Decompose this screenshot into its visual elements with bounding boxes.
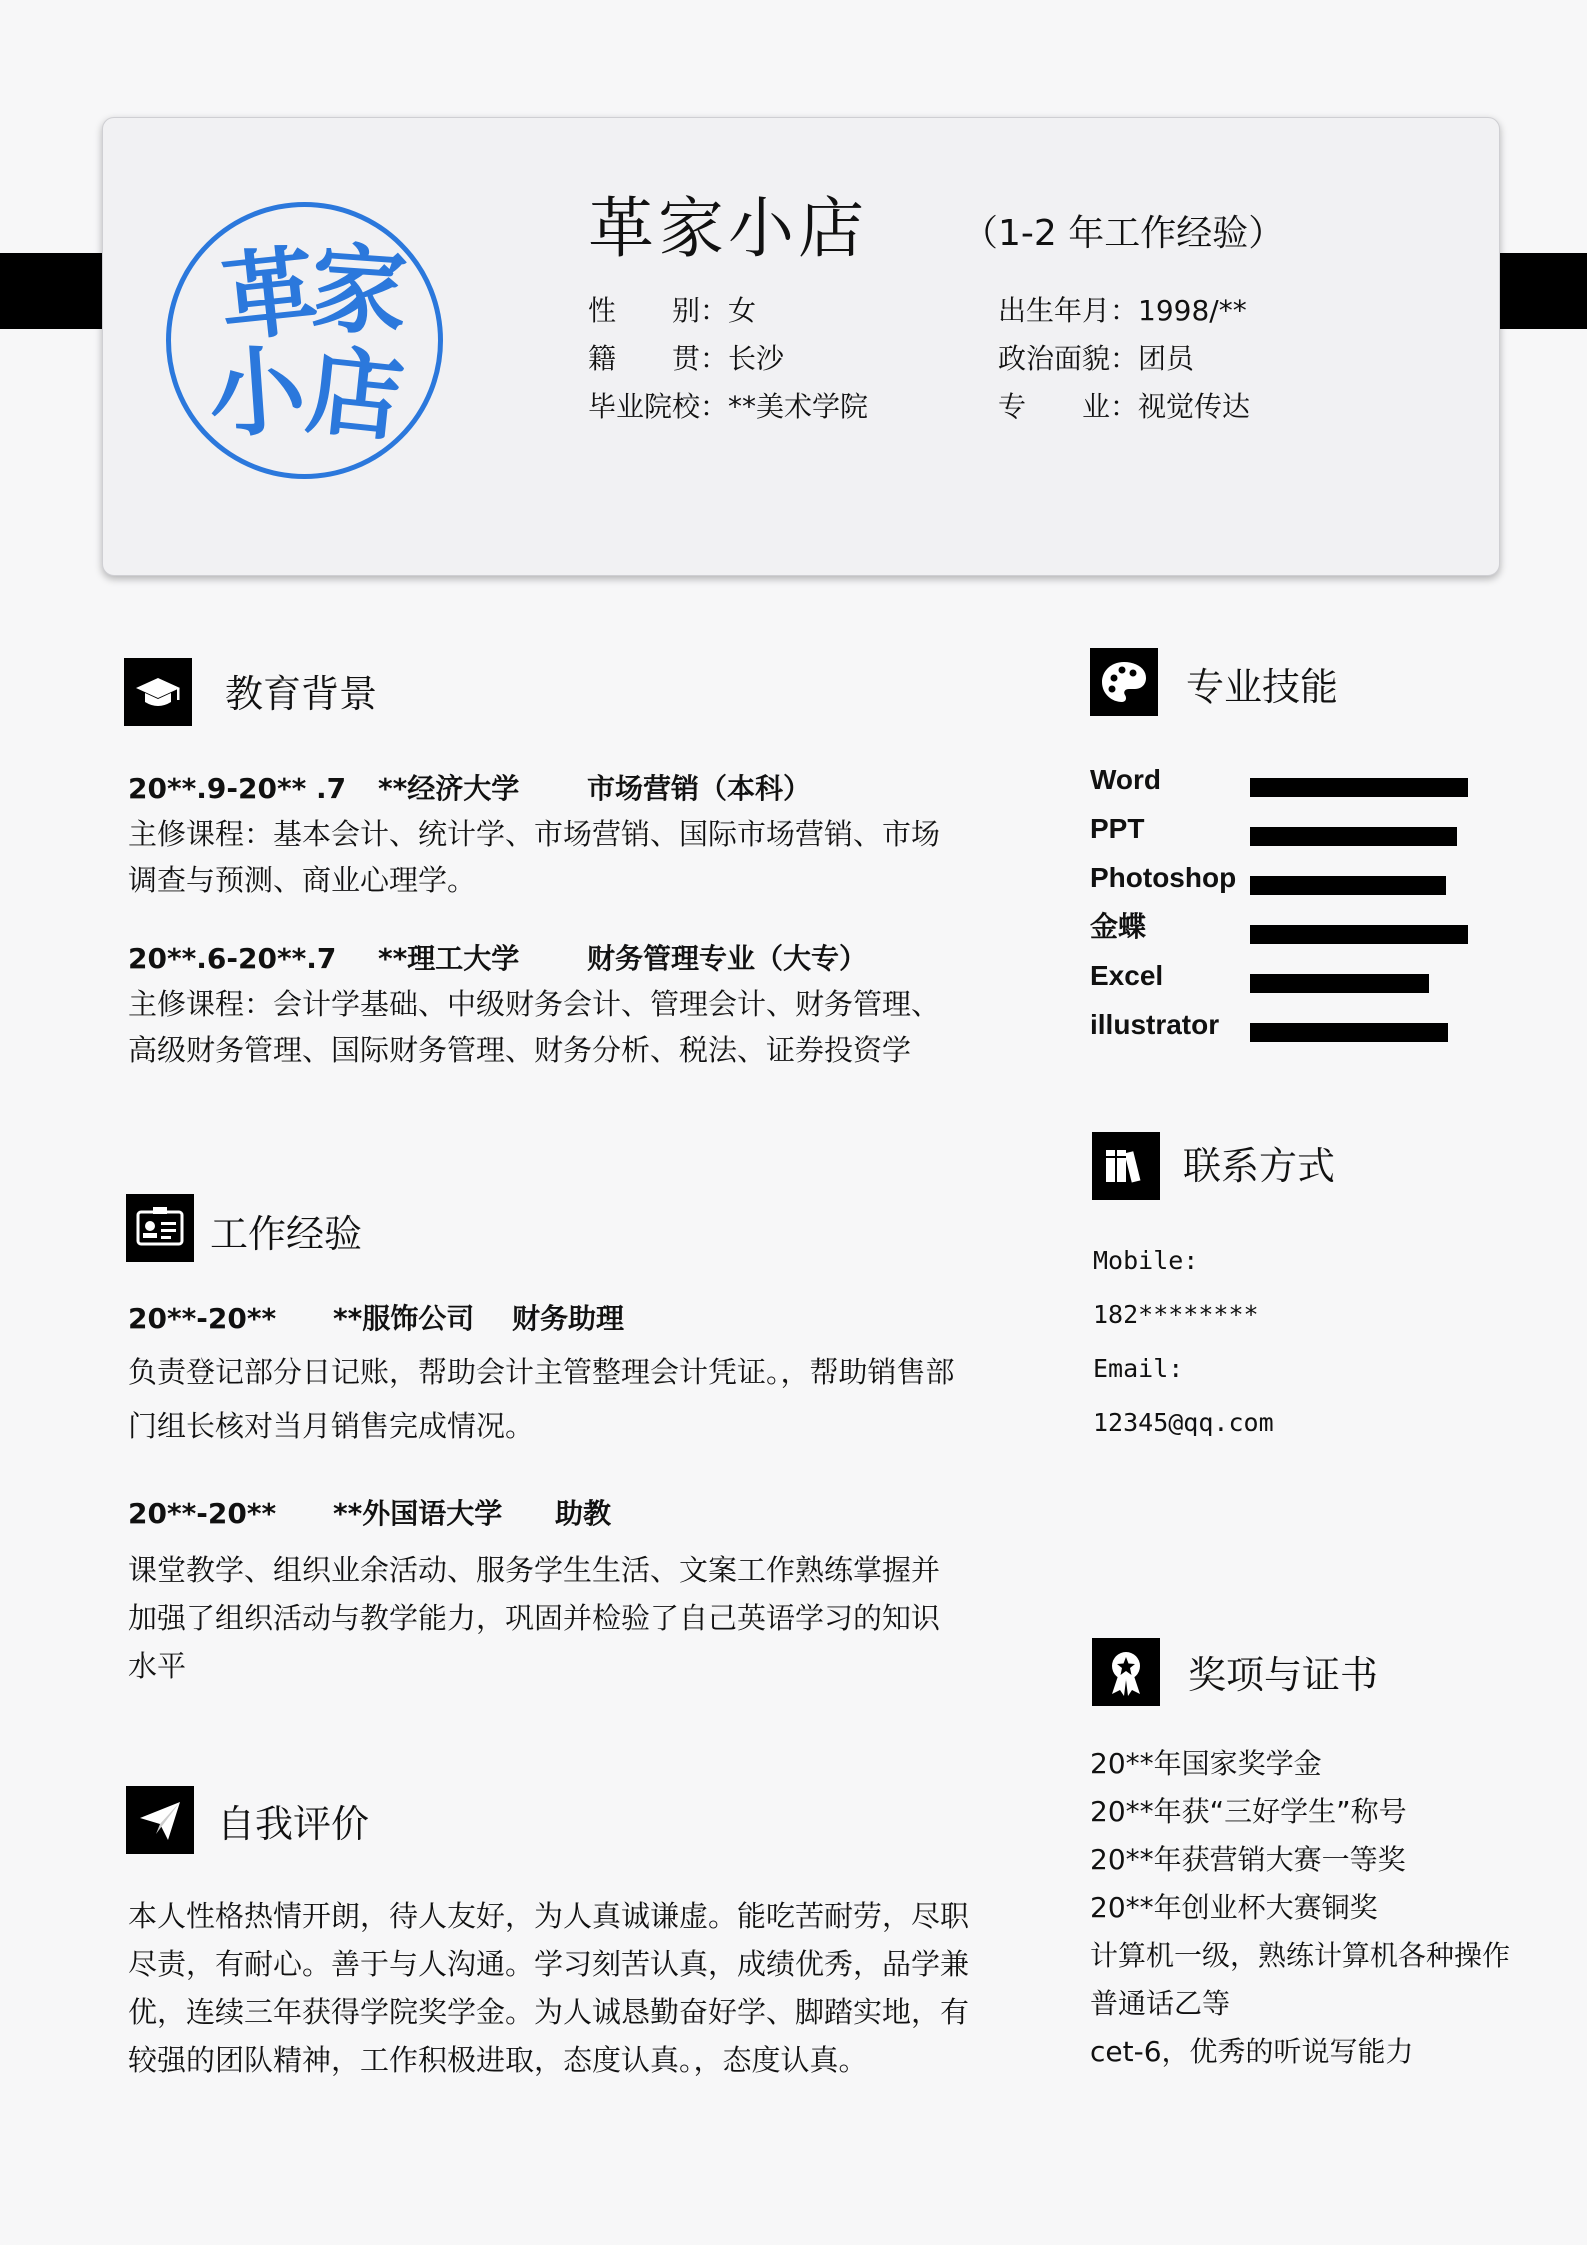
award-item: 20**年获营销大赛一等奖 [1090,1843,1406,1876]
edu-desc-line: 主修课程：基本会计、统计学、市场营销、国际市场营销、市场 [128,817,941,851]
info-label: 籍 贯 [588,342,701,375]
work-date: 20**-20** [128,1497,277,1530]
work-company: **服饰公司 [333,1302,475,1335]
skill-level-bar [1250,876,1446,895]
awards-title: 奖项与证书 [1188,1653,1379,1697]
info-value: 团员 [1138,342,1195,375]
palette-icon [1090,648,1158,716]
edu-date: 20**.9-20** .7 [128,772,347,805]
edu-school: **经济大学 [378,772,520,805]
edu-date: 20**.6-20**.7 [128,942,337,975]
header-band-right [1500,253,1587,329]
skill-level-bar [1250,827,1457,846]
edu-desc-line: 主修课程：会计学基础、中级财务会计、管理会计、财务管理、 [128,987,941,1021]
info-value: **美术学院 [728,390,869,423]
info-label: 毕业院校 [588,390,701,423]
edu-desc-line: 高级财务管理、国际财务管理、财务分析、税法、证券投资学 [128,1033,912,1067]
skill-level-bar [1250,925,1468,944]
skill-name: 金蝶 [1090,911,1147,942]
edu-desc-line: 调查与预测、商业心理学。 [128,863,477,897]
self-eval-line: 优，连续三年获得学院奖学金。为人诚恳勤奋好学、脚踏实地，有 [128,1995,970,2029]
contact-email-label: Email: [1093,1354,1184,1383]
award-item: 20**年创业杯大赛铜奖 [1090,1891,1378,1924]
skill-name: Photoshop [1090,862,1237,893]
info-school [588,390,869,423]
info-colon: ： [1110,390,1139,423]
edu-school: **理工大学 [378,942,520,975]
work-desc-line: 门组长核对当月销售完成情况。 [128,1409,535,1443]
self-eval-line: 较强的团队精神，工作积极进取，态度认真。，态度认真。 [128,2043,868,2077]
info-value: 女 [728,294,757,327]
skill-name: illustrator [1090,1009,1220,1040]
award-item: 计算机一级，熟练计算机各种操作 [1090,1939,1511,1972]
name-seal-logo [166,202,443,479]
skill-level-bar [1250,778,1468,797]
info-colon: ： [700,294,729,327]
info-colon: ： [700,390,729,423]
info-colon: ： [1110,294,1139,327]
header-band-left [0,253,104,329]
books-icon [1092,1132,1160,1200]
award-item: 普通话乙等 [1090,1987,1231,2020]
info-political [998,342,1195,375]
graduation-cap-icon [124,658,192,726]
seal-char: 小 [205,332,309,453]
candidate-name: 革家小店 [588,190,868,267]
contact-title: 联系方式 [1183,1144,1336,1188]
award-item: 20**年获“三好学生”称号 [1090,1795,1407,1828]
info-gender [588,294,757,327]
skill-name: Excel [1090,960,1164,991]
work-desc-line: 加强了组织活动与教学能力，巩固并检验了自己英语学习的知识 [128,1601,941,1635]
award-ribbon-icon [1092,1638,1160,1706]
info-label: 出生年月 [998,294,1111,327]
self-eval-title: 自我评价 [217,1802,370,1846]
edu-major: 市场营销（本科） [587,772,812,805]
contact-mobile-value: 182******** [1093,1300,1259,1329]
contact-email-value: 12345@qq.com [1093,1408,1274,1437]
work-role: 助教 [555,1497,612,1530]
education-title: 教育背景 [225,672,378,716]
paper-plane-icon [126,1786,194,1854]
skills-title: 专业技能 [1186,665,1339,709]
info-value: 长沙 [728,342,785,375]
work-desc-line: 课堂教学、组织业余活动、服务学生生活、文案工作熟练掌握并 [128,1553,941,1587]
info-value: 1998/** [1138,294,1247,327]
self-eval-line: 本人性格热情开朗，待人友好，为人真诚谦虚。能吃苦耐劳，尽职 [128,1899,970,1933]
work-desc-line: 水平 [128,1649,187,1683]
skill-name: PPT [1090,813,1145,844]
skill-name: Word [1090,764,1162,795]
skill-level-bar [1250,1023,1448,1042]
info-label: 性 别 [588,294,701,327]
experience-years: （1-2 年工作经验） [962,213,1285,254]
info-hometown [588,342,785,375]
seal-char: 革 [215,233,323,356]
work-role: 财务助理 [512,1302,625,1335]
seal-char: 家 [307,230,411,351]
work-desc-line: 负责登记部分日记账，帮助会计主管整理会计凭证。，帮助销售部 [128,1355,955,1389]
edu-major: 财务管理专业（大专） [587,942,868,975]
info-colon: ： [1110,342,1139,375]
info-birth [998,294,1247,327]
id-card-icon [126,1194,194,1262]
self-eval-line: 尽责，有耐心。善于与人沟通。学习刻苦认真，成绩优秀，品学兼 [128,1947,970,1981]
info-major [998,390,1251,423]
skill-level-bar [1250,974,1429,993]
contact-mobile-label: Mobile: [1093,1246,1199,1275]
seal-char: 店 [301,333,409,456]
award-item: cet-6，优秀的听说写能力 [1090,2035,1414,2068]
info-value: 视觉传达 [1138,390,1251,423]
info-label: 专 业 [998,390,1111,423]
info-colon: ： [700,342,729,375]
work-company: **外国语大学 [333,1497,503,1530]
award-item: 20**年国家奖学金 [1090,1747,1322,1780]
work-title: 工作经验 [210,1212,363,1256]
info-label: 政治面貌 [998,342,1111,375]
work-date: 20**-20** [128,1302,277,1335]
